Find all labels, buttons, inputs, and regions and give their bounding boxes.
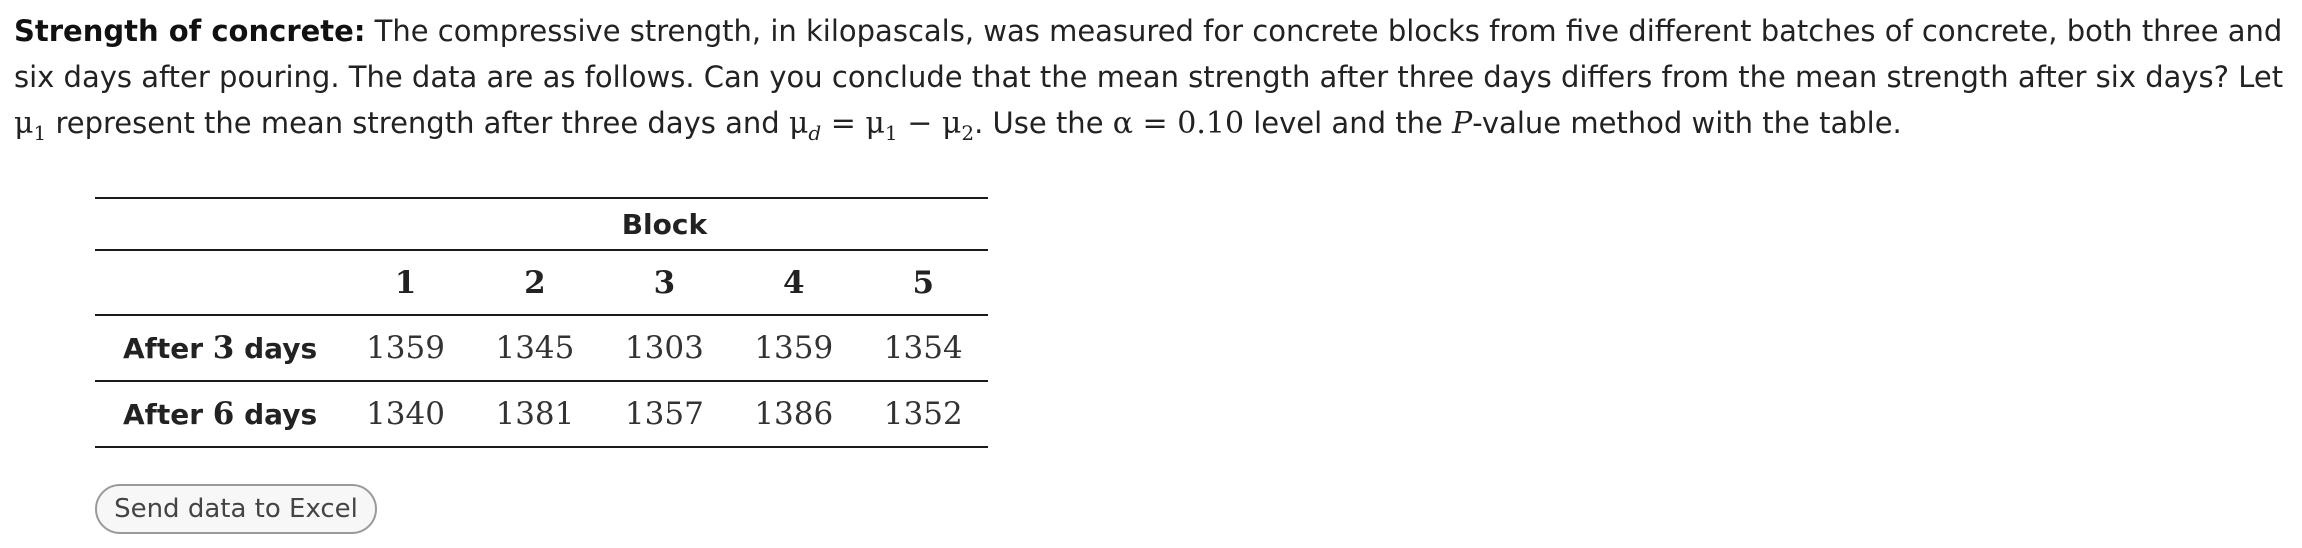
table-cell: 1359	[729, 315, 858, 381]
table-cell: 1340	[341, 381, 470, 447]
table-row	[95, 315, 988, 381]
problem-text-4: level and the	[1244, 106, 1453, 140]
column-header: 1	[341, 250, 470, 315]
alpha-level: α = 0.10	[1112, 106, 1245, 141]
column-header: 2	[470, 250, 599, 315]
table-column-header-row	[95, 250, 988, 315]
column-header: 4	[729, 250, 858, 315]
mu-d-equation: $\mu_d = \mu_1 - \mu_2$	[788, 106, 975, 145]
table-group-header-row	[95, 198, 988, 250]
send-to-excel-button[interactable]: Send data to Excel	[95, 484, 377, 534]
table-cell: 1345	[470, 315, 599, 381]
problem-statement	[14, 8, 2284, 147]
row-label: After 6 days	[95, 381, 341, 447]
column-header: 5	[859, 250, 989, 315]
p-letter: P	[1452, 106, 1473, 141]
table-corner-cell	[95, 198, 341, 250]
data-table	[95, 197, 988, 448]
table-row	[95, 381, 988, 447]
table-cell: 1381	[470, 381, 599, 447]
problem-text-2: represent the mean strength after three days and	[46, 106, 789, 140]
table-cell: 1386	[729, 381, 858, 447]
column-header: 3	[600, 250, 729, 315]
table-cell: 1354	[859, 315, 989, 381]
problem-text-1: The compressive strength, in kilopascals, was measured for concrete blocks from five different batches of concrete, both three and six days after pouring. The data are as follows. Can you conclude that the mean strength after three days differs from the mean strength after six days? Let	[14, 14, 2284, 94]
table-cell: 1352	[859, 381, 989, 447]
block-group-header: Block	[341, 198, 988, 250]
table-corner-cell	[95, 250, 341, 315]
table-cell: 1303	[600, 315, 729, 381]
problem-title: Strength of concrete:	[14, 14, 366, 48]
mu-1-symbol: $\mu_1$	[14, 106, 47, 145]
table-cell: 1357	[600, 381, 729, 447]
problem-text-3: . Use the	[974, 106, 1113, 140]
table-cell: 1359	[341, 315, 470, 381]
row-label: After 3 days	[95, 315, 341, 381]
problem-text-5: -value method with the table.	[1472, 106, 1902, 140]
